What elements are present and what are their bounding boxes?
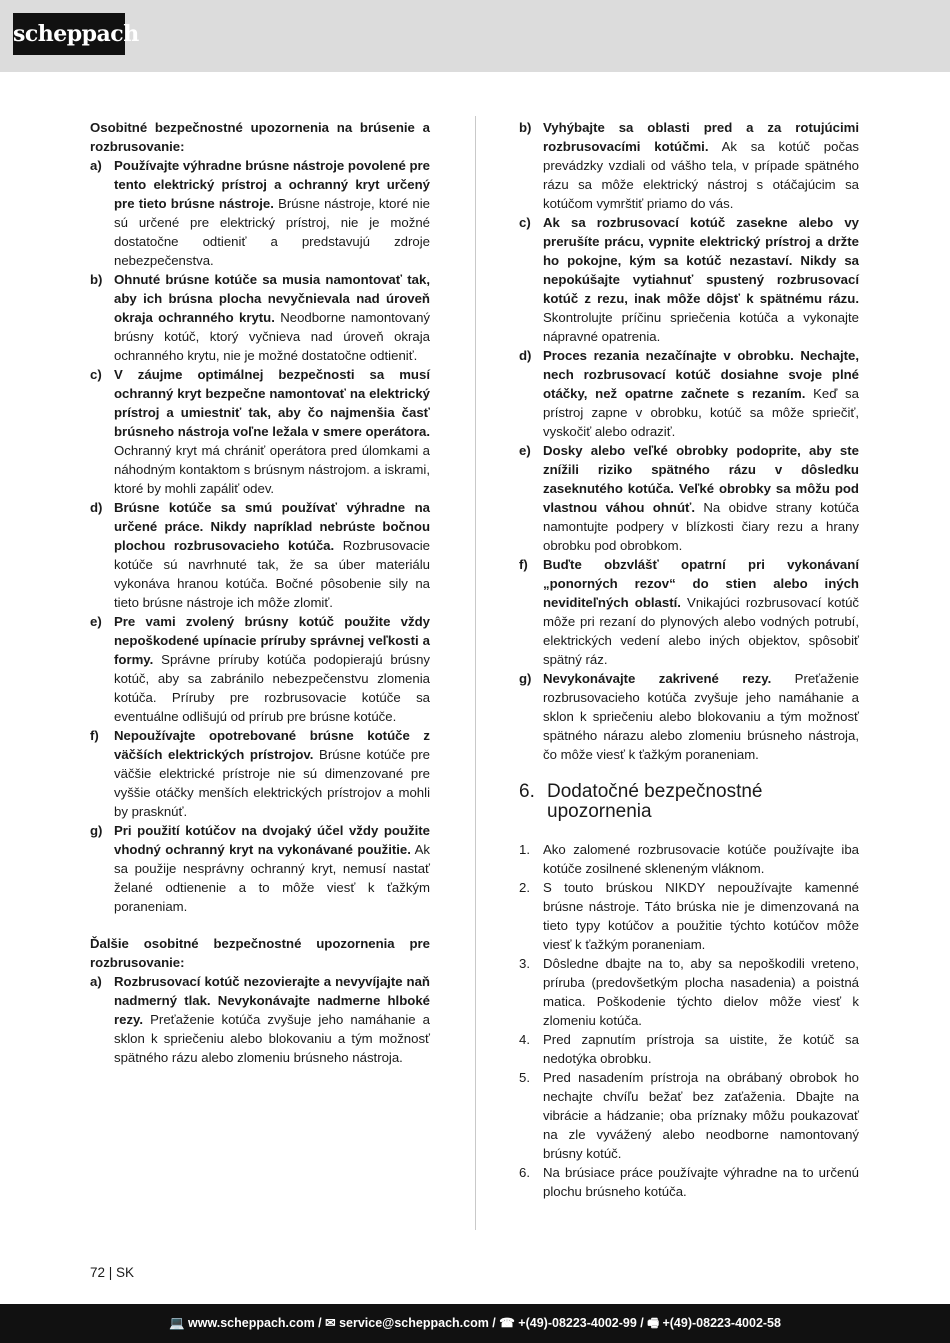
item-bold-text: Ak sa rozbrusovací kotúč zasekne alebo vy prerušíte prácu, vypnite elektrický prístroj a držte ho pokojne, kým sa kotúč nezastaví. Nikdy sa nepokúšajte vytiahnuť spustený rozbrusovací kotúč z rezu, inak môže dôjsť k spätnému rázu.	[543, 215, 859, 306]
item-bold-text: Buďte obzvlášť opatrní pri vykonávaní „ponorných rezov“ do stien alebo iných neviditeľných oblastí.	[543, 557, 859, 610]
item-bold-text: Rozbrusovací kotúč nezovierajte a nevyvíjajte naň nadmerný tlak. Nevykonávajte nadmerne hlboké rezy.	[114, 974, 430, 1027]
item-label: f)	[90, 728, 99, 743]
item-label: d)	[519, 348, 532, 363]
list-item	[90, 270, 430, 365]
item-number: 6.	[519, 1165, 530, 1180]
item-bold-text: V záujme optimálnej bezpečnosti sa musí ochranný kryt bezpečne namontovať na elektrický prístroj a umiestniť tak, aby čo najmenšia časť brúsneho nástroja voľne ležala v smere operátora.	[114, 367, 430, 439]
item-plain-text: Brúsne kotúče pre väčšie elektrické prístroje nie sú dimenzované pre vyššie otáčky menších elektrických prístrojov a mohli by prasknúť.	[114, 747, 430, 819]
additional-warnings-list	[519, 840, 859, 1201]
item-text	[543, 441, 859, 555]
item-label: a)	[90, 974, 102, 989]
section-heading-cutting: Ďalšie osobitné bezpečnostné upozornenia pre rozbrusovanie:	[90, 936, 430, 970]
item-bold-text: Používajte výhradne brúsne nástroje povolené pre tento elektrický prístroj a ochranný kryt určený pre tieto brúsne nástroje.	[114, 158, 430, 211]
item-bold-text: Dosky alebo veľké obrobky podoprite, aby ste znížili riziko spätného rázu v dôsledku zaseknutého kotúča. Veľké obrobky sa môžu pod vlastnou váhou ohnúť.	[543, 443, 859, 515]
item-label: e)	[90, 614, 102, 629]
item-text: Pred nasadením prístroja na obrábaný obrobok ho nechajte chvíľu bežať bez zaťaženia. Dbajte na vibrácie a hádzanie; oba príznaky môžu poukazovať na zle vyvážený alebo neodborne namontovaný brúsny kotúč.	[543, 1070, 859, 1161]
item-label: a)	[90, 158, 102, 173]
item-plain-text: Brúsne nástroje, ktoré nie sú určené pre elektrický prístroj, nie je možné dostatočne odtieniť a predstavujú zdroje nebezpečenstva.	[114, 196, 430, 268]
item-text	[114, 972, 430, 1067]
left-column	[90, 118, 430, 1067]
item-bold-text: Nevykonávajte zakrivené rezy.	[543, 671, 772, 686]
list-item	[90, 972, 430, 1067]
item-plain-text: Na obidve strany kotúča namontujte podpery v blízkosti čiary rezu a hrany obrobku pod obrobkom.	[543, 500, 859, 553]
item-plain-text: Neodborne namontovaný brúsny kotúč, ktorý vyčnieva nad úroveň okraja ochranného krytu, nie je možné dostatočne odtieniť.	[114, 310, 431, 363]
item-text	[114, 821, 430, 916]
item-bold-text: Vyhýbajte sa oblasti pred a za rotujúcimi rozbrusovacími kotúčmi.	[543, 120, 859, 154]
item-text	[114, 726, 430, 821]
list-item	[519, 213, 859, 346]
list-item	[519, 346, 859, 441]
section-number: 6.	[519, 781, 535, 802]
item-plain-text: Vnikajúci rozbrusovací kotúč môže pri rezaní do plynových alebo vodných potrubí, elektrických vedení alebo iných objektov, spôsobiť spätný ráz.	[543, 595, 859, 667]
right-column	[519, 118, 859, 1201]
numbered-item	[519, 878, 859, 954]
numbered-item	[519, 840, 859, 878]
list-item	[90, 821, 430, 916]
item-text: Pred zapnutím prístroja sa uistite, že kotúč sa nedotýka obrobku.	[543, 1032, 859, 1066]
item-text	[114, 498, 430, 612]
item-number: 1.	[519, 842, 530, 857]
contact-bar: 💻 www.scheppach.com / ✉ service@scheppach.com / ☎ +(49)-08223-4002-99 / 🖷 +(49)-08223-4002-58	[0, 1304, 950, 1343]
numbered-item	[519, 954, 859, 1030]
item-bold-text: Proces rezania nezačínajte v obrobku. Nechajte, nech rozbrusovací kotúč dosiahne svoje plné otáčky, než opatrne začnete s rezaním.	[543, 348, 859, 401]
item-label: f)	[519, 557, 528, 572]
item-number: 4.	[519, 1032, 530, 1047]
numbered-item	[519, 1068, 859, 1163]
item-label: b)	[519, 120, 532, 135]
page-header	[0, 0, 950, 72]
item-plain-text: Ak sa použije nesprávny ochranný kryt, nemusí nastať želané odtienenie a to môže viesť k ťažkým poraneniam.	[114, 842, 431, 914]
list-item	[90, 498, 430, 612]
item-label: d)	[90, 500, 103, 515]
item-text	[543, 118, 859, 213]
item-text: Ako zalomené rozbrusovacie kotúče používajte iba kotúče zosilnené skleneným vláknom.	[543, 842, 859, 876]
item-bold-text: Nepoužívajte opotrebované brúsne kotúče z väčších elektrických prístrojov.	[114, 728, 430, 762]
item-number: 5.	[519, 1070, 530, 1085]
item-text	[114, 612, 430, 726]
scheppach-logo: scheppach	[13, 13, 125, 55]
grinding-warnings-list	[90, 156, 430, 916]
item-bold-text: Pri použití kotúčov na dvojaký účel vždy použite vhodný ochranný kryt na vykonávané použitie.	[114, 823, 430, 857]
list-item	[519, 118, 859, 213]
item-plain-text: Ochranný kryt má chrániť operátora pred úlomkami a náhodným kontaktom s brúsnym nástrojom. a iskrami, ktoré by mohli zapáliť odev.	[114, 443, 430, 496]
item-text: S touto brúskou NIKDY nepoužívajte kamenné brúsne nástroje. Táto brúska nie je dimenzovaná na tieto typy kotúčov a použitie týchto kotúčov môže viesť k ťažkým poraneniam.	[543, 880, 859, 952]
item-text	[543, 669, 859, 764]
item-label: b)	[90, 272, 103, 287]
list-item	[519, 555, 859, 669]
list-item	[519, 441, 859, 555]
item-number: 3.	[519, 956, 530, 971]
list-item	[90, 156, 430, 270]
list-item	[519, 669, 859, 764]
item-bold-text: Pre vami zvolený brúsny kotúč použite vždy nepoškodené upínacie príruby správnej veľkosti a formy.	[114, 614, 430, 667]
item-plain-text: Rozbrusovacie kotúče sú navrhnuté tak, že sa úber materiálu vykonáva hranou kotúča. Bočné pôsobenie sily na tieto brúsne nástroje ich môže zlomiť.	[114, 538, 430, 610]
item-text: Na brúsiace práce používajte výhradne na to určenú plochu brúsneho kotúča.	[543, 1165, 859, 1199]
item-number: 2.	[519, 880, 530, 895]
item-plain-text: Ak sa kotúč počas prevádzky vzdiali od vášho tela, v prípade spätného rázu sa môže elektrický nástroj s otáčajúcim sa kotúčom vymrštiť priamo do vás.	[543, 139, 859, 211]
item-plain-text: Skontrolujte príčinu spriečenia kotúča a vykonajte nápravné opatrenia.	[543, 310, 859, 344]
column-divider	[475, 116, 476, 1230]
numbered-item	[519, 1030, 859, 1068]
section-6-heading	[519, 782, 859, 822]
item-text	[114, 270, 430, 365]
section-title: Dodatočné bezpečnostné upozornenia	[547, 781, 763, 822]
cutting-warnings-list-continued	[519, 118, 859, 764]
item-label: g)	[519, 671, 532, 686]
item-text	[543, 555, 859, 669]
item-text	[543, 346, 859, 441]
section-heading-grinding: Osobitné bezpečnostné upozornenia na brúsenie a rozbrusovanie:	[90, 120, 430, 154]
item-bold-text: Ohnuté brúsne kotúče sa musia namontovať tak, aby ich brúsna plocha nevyčnievala nad úroveň okraja ochranného krytu.	[114, 272, 430, 325]
numbered-item	[519, 1163, 859, 1201]
item-plain-text: Preťaženie rozbrusovacieho kotúča zvyšuje jeho namáhanie a sklon k spriečeniu alebo blokovaniu a tým možnosť spätného nárazu alebo zlomeniu brúsneho nástroja, čo môže viesť k ťažkým poraneniam.	[543, 671, 859, 762]
item-text	[114, 365, 430, 498]
item-text	[114, 156, 430, 270]
cutting-warnings-list	[90, 972, 430, 1067]
item-bold-text: Brúsne kotúče sa smú používať výhradne na určené práce. Nikdy napríklad nebrúste bočnou plochou rozbrusovacieho kotúča.	[114, 500, 430, 553]
list-item	[90, 612, 430, 726]
page-number: 72 | SK	[90, 1265, 135, 1280]
item-label: c)	[90, 367, 102, 382]
item-plain-text: Keď sa prístroj zapne v obrobku, kotúč sa môže spriečiť, vyskočiť alebo odraziť.	[543, 386, 859, 439]
list-item	[90, 365, 430, 498]
item-label: c)	[519, 215, 531, 230]
item-label: g)	[90, 823, 103, 838]
item-text	[543, 213, 859, 346]
item-plain-text: Správne príruby kotúča podopierajú brúsny kotúč, aby sa zabránilo nebezpečenstvu zlomenia kotúča. Príruby pre rozbrusovacie kotúče sa eventuálne odlišujú od prírub pre brúsne kotúče.	[114, 652, 430, 724]
list-item	[90, 726, 430, 821]
item-text: Dôsledne dbajte na to, aby sa nepoškodili vreteno, príruba (predovšetkým plocha nasadenia) a poistná matica. Poškodenie týchto dielov môže viesť k zlomeniu kotúča.	[543, 956, 859, 1028]
item-label: e)	[519, 443, 531, 458]
item-plain-text: Preťaženie kotúča zvyšuje jeho namáhanie a sklon k spriečeniu alebo blokovaniu a tým možnosť spätného rázu alebo zlomeniu brúsneho nástroja.	[114, 1012, 430, 1065]
